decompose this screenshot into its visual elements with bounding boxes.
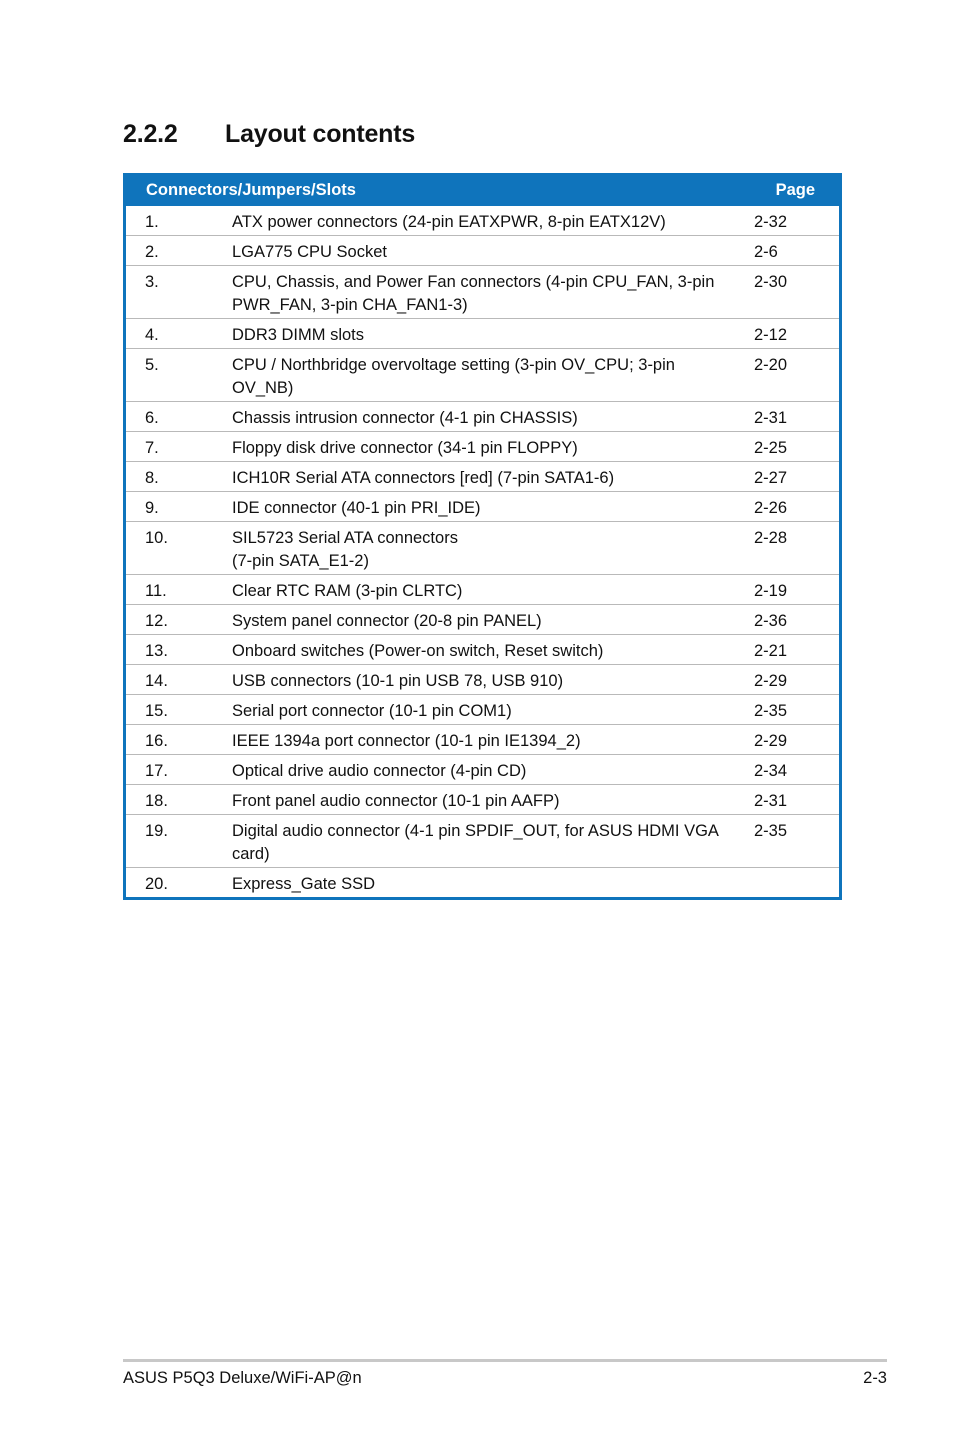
row-description: Front panel audio connector (10-1 pin AAFP) [232,792,560,810]
section-title: Layout contents [225,119,416,148]
row-page: 2-29 [754,672,788,690]
table-row [126,867,839,897]
table-body [126,205,839,897]
row-description: Floppy disk drive connector (34-1 pin FLOPPY) [232,439,578,457]
row-number: 10. [145,529,168,547]
row-page: 2-20 [754,356,788,374]
row-page: 2-35 [754,702,788,720]
row-number: 4. [145,326,159,344]
row-page: 2-28 [754,529,788,547]
row-page: 2-34 [754,762,788,780]
row-page: 2-31 [754,409,788,427]
header-page-label: Page [775,181,815,199]
section-number: 2.2.2 [123,119,178,148]
table-row [126,265,839,318]
row-page: 2-29 [754,732,788,750]
row-number: 2. [145,243,159,261]
row-number: 20. [145,875,168,893]
table-row [126,401,839,431]
footer-divider [123,1359,887,1362]
table-row [126,634,839,664]
row-number: 15. [145,702,168,720]
row-number: 11. [145,582,167,600]
table-row [126,574,839,604]
table-row [126,521,839,574]
row-description: LGA775 CPU Socket [232,243,387,261]
row-number: 8. [145,469,159,487]
row-number: 6. [145,409,159,427]
table-row [126,664,839,694]
row-number: 17. [145,762,168,780]
row-number: 9. [145,499,159,517]
row-number: 16. [145,732,168,750]
row-number: 1. [145,213,159,231]
table-row [126,235,839,265]
table-row [126,724,839,754]
row-description: Optical drive audio connector (4-pin CD) [232,762,527,780]
row-number: 3. [145,273,159,291]
row-page: 2-27 [754,469,788,487]
row-description: Clear RTC RAM (3-pin CLRTC) [232,582,463,600]
row-page: 2-6 [754,243,778,261]
table-row [126,348,839,401]
table-header [123,173,842,205]
row-page: 2-21 [754,642,788,660]
table-row [126,491,839,521]
table-row [126,318,839,348]
row-description: CPU / Northbridge overvoltage setting (3-pin OV_CPU; 3-pin OV_NB) [232,356,675,397]
row-page: 2-31 [754,792,788,810]
table-row [126,205,839,235]
row-page: 2-25 [754,439,788,457]
row-page: 2-32 [754,213,788,231]
row-page: 2-12 [754,326,788,344]
footer-product-name: ASUS P5Q3 Deluxe/WiFi-AP@n [123,1369,362,1387]
table-row [126,754,839,784]
row-description: CPU, Chassis, and Power Fan connectors (4-pin CPU_FAN, 3-pin PWR_FAN, 3-pin CHA_FAN1-3) [232,273,715,314]
row-page: 2-35 [754,822,788,840]
row-description: Onboard switches (Power-on switch, Reset switch) [232,642,604,660]
row-description: Serial port connector (10-1 pin COM1) [232,702,512,720]
row-description: DDR3 DIMM slots [232,326,365,344]
row-number: 13. [145,642,168,660]
row-number: 7. [145,439,159,457]
row-description: USB connectors (10-1 pin USB 78, USB 910) [232,672,564,690]
row-page: 2-19 [754,582,788,600]
row-description: Express_Gate SSD [232,875,376,893]
row-description: SIL5723 Serial ATA connectors (7-pin SATA_E1-2) [232,529,458,570]
row-description: ATX power connectors (24-pin EATXPWR, 8-pin EATX12V) [232,213,666,231]
row-description: ICH10R Serial ATA connectors [red] (7-pin SATA1-6) [232,469,615,487]
table-row [126,784,839,814]
table-row [126,814,839,867]
row-page [754,873,839,896]
row-description: IEEE 1394a port connector (10-1 pin IE1394_2) [232,732,581,750]
row-number: 19. [145,822,168,840]
table-row [126,431,839,461]
row-description: IDE connector (40-1 pin PRI_IDE) [232,499,481,517]
footer-page-number: 2-3 [863,1369,887,1387]
layout-contents-table [123,173,842,900]
row-description: Chassis intrusion connector (4-1 pin CHASSIS) [232,409,578,427]
row-number: 14. [145,672,168,690]
table-row [126,694,839,724]
table-row [126,604,839,634]
table-row [126,461,839,491]
row-page: 2-30 [754,273,788,291]
section-heading [123,116,415,152]
row-description: Digital audio connector (4-1 pin SPDIF_OUT, for ASUS HDMI VGA card) [232,822,719,863]
row-page: 2-26 [754,499,788,517]
row-description: System panel connector (20-8 pin PANEL) [232,612,542,630]
row-number: 12. [145,612,168,630]
row-page: 2-36 [754,612,788,630]
row-number: 5. [145,356,159,374]
row-number: 18. [145,792,168,810]
header-connectors-label: Connectors/Jumpers/Slots [146,181,356,199]
